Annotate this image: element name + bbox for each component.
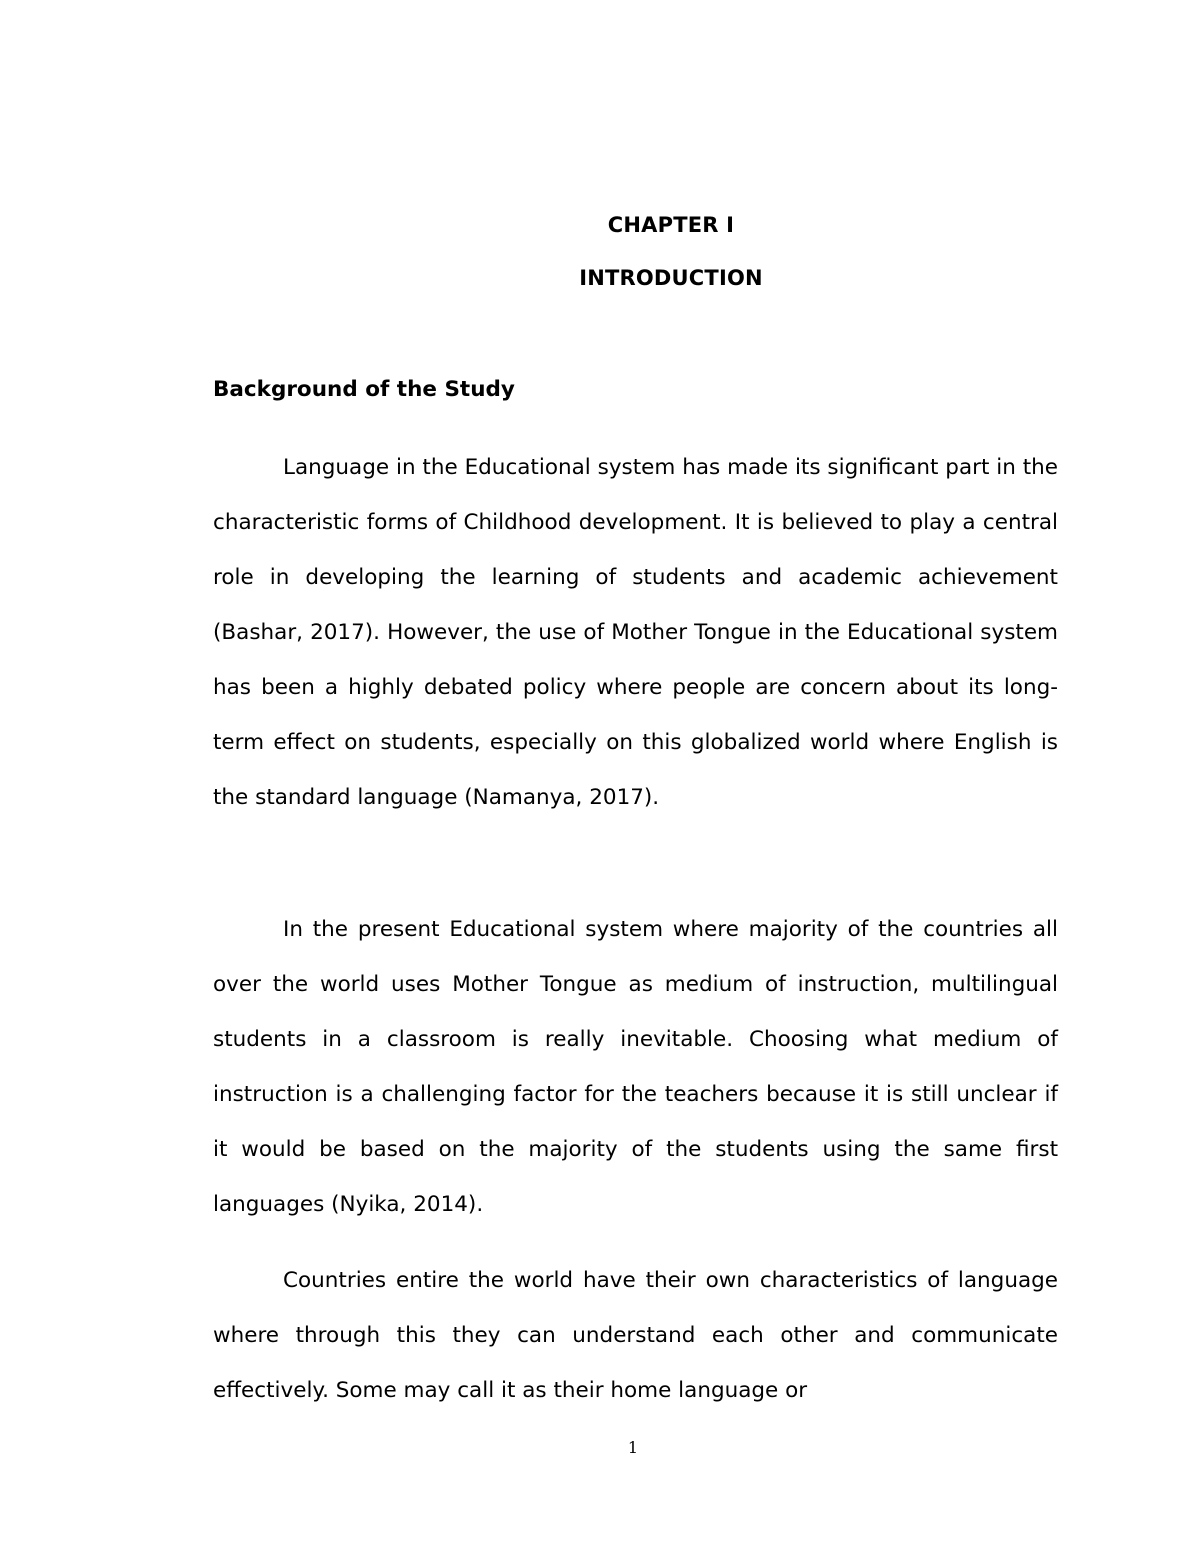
page-number: 1 (627, 1438, 639, 1457)
section-heading: Background of the Study (213, 377, 515, 402)
paragraph: Language in the Educational system has made its significant part in the characteristic forms of Childhood development. It is believed to play a central role in developing the learning of students and academic achievement (Bashar, 2017). However, the use of Mother Tongue in the Educational system has been a highly debated policy where people are concern about its long-term effect on students, especially on this globalized world where English is the standard language (Namanya, 2017). (213, 455, 1058, 810)
chapter-title: INTRODUCTION (579, 266, 763, 290)
paragraph: In the present Educational system where majority of the countries all over the world uses Mother Tongue as medium of instruction, multilingual students in a classroom is really inevitable. Choosing what medium of instruction is a challenging factor for the teachers because it is still unclear if it would be based on the majority of the students using the same first languages (Nyika, 2014). (213, 917, 1058, 1217)
chapter-label: CHAPTER I (607, 213, 735, 237)
paragraph: Countries entire the world have their own characteristics of language where through this they can understand each other and communicate effectively. Some may call it as their home language or (213, 1268, 1058, 1403)
